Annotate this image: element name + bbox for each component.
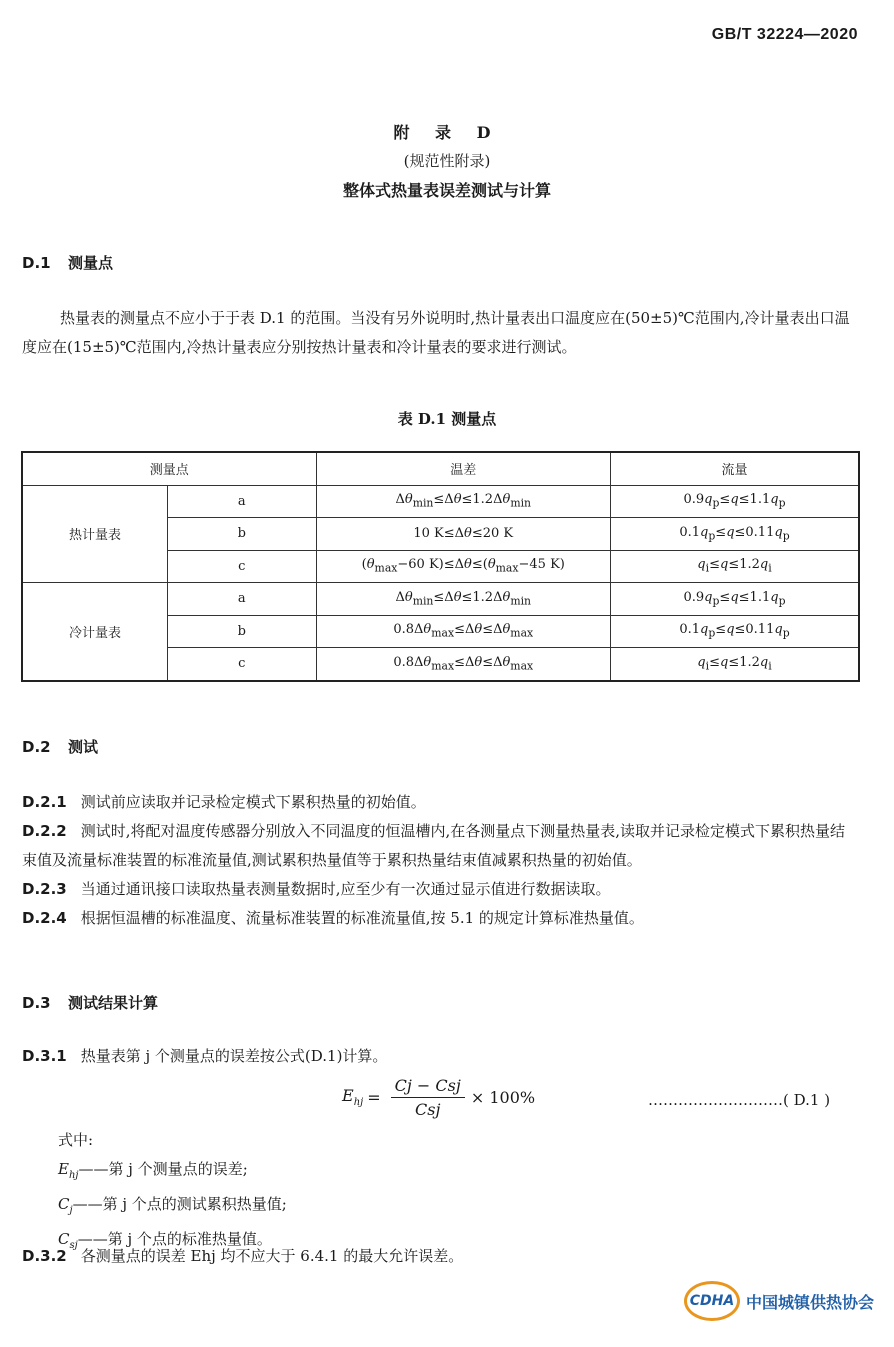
table-row (22, 485, 859, 518)
section-title: 测试 (68, 738, 99, 756)
eq-numerator: Cj − Csj (391, 1076, 465, 1098)
item-number: D.2.3 (22, 880, 67, 898)
section-d1-paragraph: 热量表的测量点不应小于于表 D.1 的范围。当没有另外说明时,热计量表出口温度应在(50±5)℃范围内,冷计量表出口温度应在(15±5)℃范围内,冷热计量表应分别按热计量表和冷计量表的要求进行测试。 (22, 309, 850, 356)
point-cell: c (168, 550, 317, 583)
item-d32 (22, 1242, 860, 1271)
list-item (22, 788, 860, 817)
temp-diff-cell: 10 K≤Δθ≤20 K (316, 518, 610, 551)
flow-cell: $q_i\le q\le 1.2q_i$ (610, 648, 859, 681)
meter-type-cell: 热计量表 (22, 485, 168, 583)
item-number: D.2.1 (22, 793, 67, 811)
point-cell: a (168, 485, 317, 518)
definition-item: $E_{hj}——$第 j 个测量点的误差; (58, 1160, 248, 1181)
list-item (22, 904, 860, 933)
item-text: 测试前应读取并记录检定模式下累积热量的初始值。 (80, 793, 426, 811)
header-temp-diff: 温差 (316, 452, 610, 485)
eq-lhs: $E_{hj}$ (342, 1086, 364, 1109)
flow-cell: $q_i\le q\le 1.2q_i$ (610, 550, 859, 583)
cdha-logo-icon: CDHA (684, 1281, 740, 1321)
list-item (22, 817, 860, 875)
item-number: D.2.2 (22, 822, 67, 840)
point-cell: a (168, 583, 317, 616)
temp-diff-cell: $0.8\Delta\theta_{max}\le\Delta\theta\le\Delta\theta_{max}$ (316, 648, 610, 681)
section-number: D.1 (22, 254, 51, 272)
standard-number: GB/T 32224—2020 (711, 26, 858, 43)
association-watermark (684, 1281, 874, 1321)
section-d1-heading (22, 252, 113, 273)
item-text: 根据恒温槽的标准温度、流量标准装置的标准流量值,按 5.1 的规定计算标准热量值。 (80, 909, 644, 927)
eq-denominator: Csj (415, 1100, 441, 1119)
section-d3-heading (22, 992, 158, 1013)
section-title: 测量点 (68, 254, 114, 272)
section-number: D.3 (22, 994, 51, 1012)
item-number: D.3.2 (22, 1247, 67, 1265)
item-text: 测试时,将配对温度传感器分别放入不同温度的恒温槽内,在各测量点下测量热量表,读取并记录检定模式下累积热量结束值及流量标准装置的标准流量值,测试累积热量值等于累积热量结束值减累积热量的初始值。 (22, 822, 846, 869)
item-number: D.2.4 (22, 909, 67, 927)
section-title: 测试结果计算 (68, 994, 159, 1012)
where-label: 式中: (58, 1131, 94, 1149)
definition-item: $C_{sj}——$第 j 个点的标准热量值。 (58, 1230, 272, 1251)
item-text: 热量表第 j 个测量点的误差按公式(D.1)计算。 (80, 1047, 388, 1065)
flow-cell: $0.9q_p\le q\le 1.1q_p$ (610, 583, 859, 616)
flow-cell: $0.1q_p\le q\le 0.11q_p$ (610, 615, 859, 648)
measurement-points-table (21, 451, 860, 682)
section-d2-items (22, 788, 860, 933)
header-point: 测量点 (22, 452, 316, 485)
flow-cell: $0.9q_p\le q\le 1.1q_p$ (610, 485, 859, 518)
annex-normative: (规范性附录) (403, 152, 491, 170)
annex-name: 整体式热量表误差测试与计算 (342, 181, 551, 200)
table-caption: 表 D.1 测量点 (397, 410, 497, 428)
eq-multiplier: × 100% (470, 1088, 536, 1107)
item-text: 各测量点的误差 Ehj 均不应大于 6.4.1 的最大允许误差。 (80, 1247, 464, 1265)
item-text: 当通过通讯接口读取热量表测量数据时,应至少有一次通过显示值进行数据读取。 (80, 880, 611, 898)
table-row (22, 583, 859, 616)
section-d2-heading (22, 736, 98, 757)
temp-diff-cell: $0.8\Delta\theta_{max}\le\Delta\theta\le\Delta\theta_{max}$ (316, 615, 610, 648)
temp-diff-cell: ($\theta_{max}-60$ $K)\le\Delta\theta\le(\theta_{max}-45$ K) (316, 550, 610, 583)
annex-title: 附 录 D (393, 123, 501, 142)
header-flow: 流量 (610, 452, 859, 485)
point-cell: c (168, 648, 317, 681)
section-number: D.2 (22, 738, 51, 756)
temp-diff-cell: $\Delta\theta_{min}\le\Delta\theta\le 1.2\Delta\theta_{min}$ (316, 583, 610, 616)
item-number: D.3.1 (22, 1047, 67, 1065)
point-cell: b (168, 615, 317, 648)
temp-diff-cell: $\Delta\theta_{min}\le\Delta\theta\le 1.2\Delta\theta_{min}$ (316, 485, 610, 518)
meter-type-cell: 冷计量表 (22, 583, 168, 681)
list-item (22, 875, 860, 904)
flow-cell: $0.1q_p\le q\le 0.11q_p$ (610, 518, 859, 551)
item-d31 (22, 1042, 860, 1071)
definition-item: $C_j——$第 j 个点的测试累积热量值; (58, 1195, 287, 1216)
equation-d1: $E_{hj}$ = $\frac{\text{Cj − Csj}}{\text{Csj}}$ × 100% (342, 1076, 536, 1119)
point-cell: b (168, 518, 317, 551)
equation-number: ………………………( D.1 ) (648, 1091, 831, 1109)
watermark-text: 中国城镇供热协会 (745, 1292, 874, 1312)
